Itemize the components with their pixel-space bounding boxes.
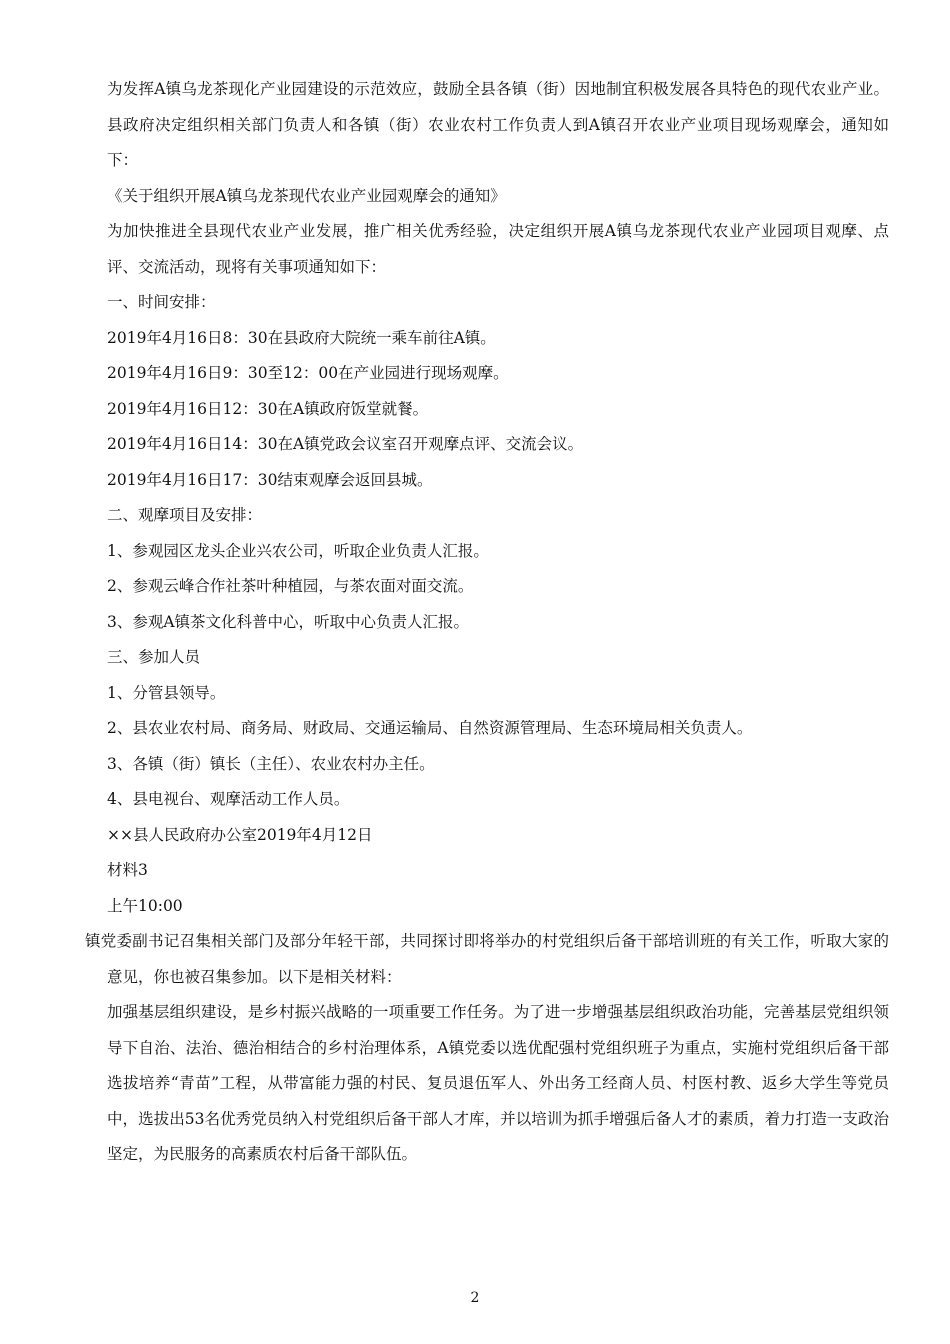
meeting-paragraph: 镇党委副书记召集相关部门及部分年轻干部，共同探讨即将举办的村党组织后备干部培训班的有关工作，听取大家的意见，你也被召集参加。以下是相关材料： [85, 932, 889, 986]
schedule-item: 2019年4月16日12：30在A镇政府饭堂就餐。 [107, 399, 429, 418]
schedule-item: 2019年4月16日9：30至12：00在产业园进行现场观摩。 [107, 364, 509, 382]
schedule-item: 2019年4月16日14：30在A镇党政会议室召开观摩点评、交流会议。 [107, 435, 584, 453]
participant-item: 1、分管县领导。 [107, 683, 226, 702]
page-number: 2 [470, 1290, 480, 1306]
participant-item: 3、各镇（街）镇长（主任）、农业农村办主任。 [107, 754, 435, 773]
section-heading-schedule: 一、时间安排： [107, 293, 216, 311]
participant-item: 4、县电视台、观摩活动工作人员。 [107, 790, 350, 808]
intro-paragraph: 为发挥A镇乌龙茶现化产业园建设的示范效应，鼓励全县各镇（街）因地制宜积极发展各具特色的现代农业产业。县政府决定组织相关部门负责人和各镇（街）农业农村工作负责人到A镇召开农业产业项目现场观摩会，通知如下： [107, 80, 889, 169]
signature-line: ××县人民政府办公室2019年4月12日 [107, 825, 373, 844]
notice-intro-paragraph: 为加快推进全县现代农业产业发展，推广相关优秀经验，决定组织开展A镇乌龙茶现代农业产业园项目观摩、点评、交流活动，现将有关事项通知如下： [107, 222, 889, 276]
project-item: 1、参观园区龙头企业兴农公司，听取企业负责人汇报。 [107, 541, 489, 560]
section-heading-projects: 二、观摩项目及安排： [107, 506, 263, 524]
time-label: 上午10:00 [107, 896, 183, 915]
schedule-item: 2019年4月16日8：30在县政府大院统一乘车前往A镇。 [107, 328, 496, 347]
project-item: 2、参观云峰合作社茶叶种植园，与茶农面对面交流。 [107, 577, 474, 595]
notice-title: 《关于组织开展A镇乌龙茶现代农业产业园观摩会的通知》 [107, 186, 506, 205]
participant-item: 2、县农业农村局、商务局、财政局、交通运输局、自然资源管理局、生态环境局相关负责人。 [107, 719, 753, 737]
background-paragraph: 加强基层组织建设，是乡村振兴战略的一项重要工作任务。为了进一步增强基层组织政治功能，完善基层党组织领导下自治、法治、德治相结合的乡村治理体系，A镇党委以选优配强村党组织班子为重点，实施村党组织后备干部选拔培养“青苗”工程，从带富能力强的村民、复员退伍军人、外出务工经商人员、村医村教、返乡大学生等党员中，选拔出53名优秀党员纳入村党组织后备干部人才库，并以培训为抓手增强后备人才的素质，着力打造一支政治坚定，为民服务的高素质农村后备干部队伍。 [107, 1003, 889, 1163]
schedule-item: 2019年4月16日17：30结束观摩会返回县城。 [107, 470, 433, 489]
material-heading: 材料3 [107, 861, 148, 879]
section-heading-participants: 三、参加人员 [107, 648, 201, 666]
project-item: 3、参观A镇茶文化科普中心，听取中心负责人汇报。 [107, 612, 470, 631]
document-body [85, 72, 889, 1173]
